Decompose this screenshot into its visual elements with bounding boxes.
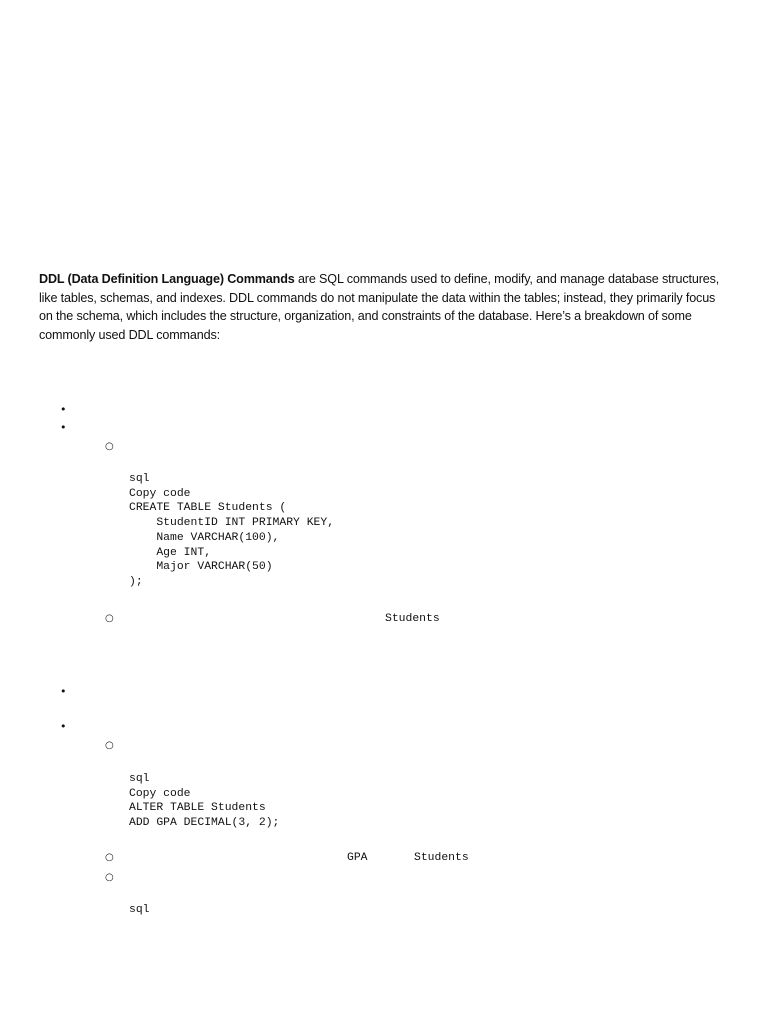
code-line: StudentID INT PRIMARY KEY,: [129, 517, 335, 530]
bullet: •: [60, 720, 67, 733]
inline-code-students: Students: [414, 852, 469, 864]
copy-code-label: Copy code: [129, 487, 191, 500]
third-code-block: [129, 903, 150, 918]
sub-bullet: ○: [105, 740, 114, 751]
code-line: ALTER TABLE Students: [129, 802, 266, 815]
code-line: Age INT,: [129, 546, 212, 559]
bullet: •: [60, 403, 67, 416]
sub-bullet: ○: [105, 613, 114, 624]
code-line: ADD GPA DECIMAL(3, 2);: [129, 817, 280, 830]
ddl-term: DDL (Data Definition Language) Commands: [39, 272, 295, 286]
sub-bullet: ○: [105, 852, 114, 863]
code-line: Name VARCHAR(100),: [129, 531, 280, 544]
inline-code-students: Students: [385, 613, 440, 625]
code-lang-label: sql: [129, 904, 150, 916]
sub-bullet: ○: [105, 872, 114, 883]
code-lang-label: sql: [129, 473, 150, 485]
create-table-code-block: [129, 472, 334, 590]
intro-text: are SQL commands used to define, modify, and manage database structures, like tables, schemas, and indexes. DDL commands do not manipulate the data within the tables; instead, they primarily focus on the schema, which includes the structure, organization, and constraints of the database. Here’s a breakdown of some commonly used DDL commands:: [39, 272, 720, 342]
code-line: );: [129, 575, 143, 588]
code-line: Major VARCHAR(50): [129, 561, 273, 574]
alter-table-code-block: [129, 772, 279, 831]
code-lang-label: sql: [129, 773, 150, 785]
sub-bullet: ○: [105, 441, 114, 452]
code-line: CREATE TABLE Students (: [129, 502, 287, 515]
bullet: •: [60, 685, 67, 698]
intro-paragraph: [39, 270, 729, 344]
copy-code-label: Copy code: [129, 787, 191, 800]
bullet: •: [60, 421, 67, 434]
inline-code-gpa: GPA: [347, 852, 368, 864]
